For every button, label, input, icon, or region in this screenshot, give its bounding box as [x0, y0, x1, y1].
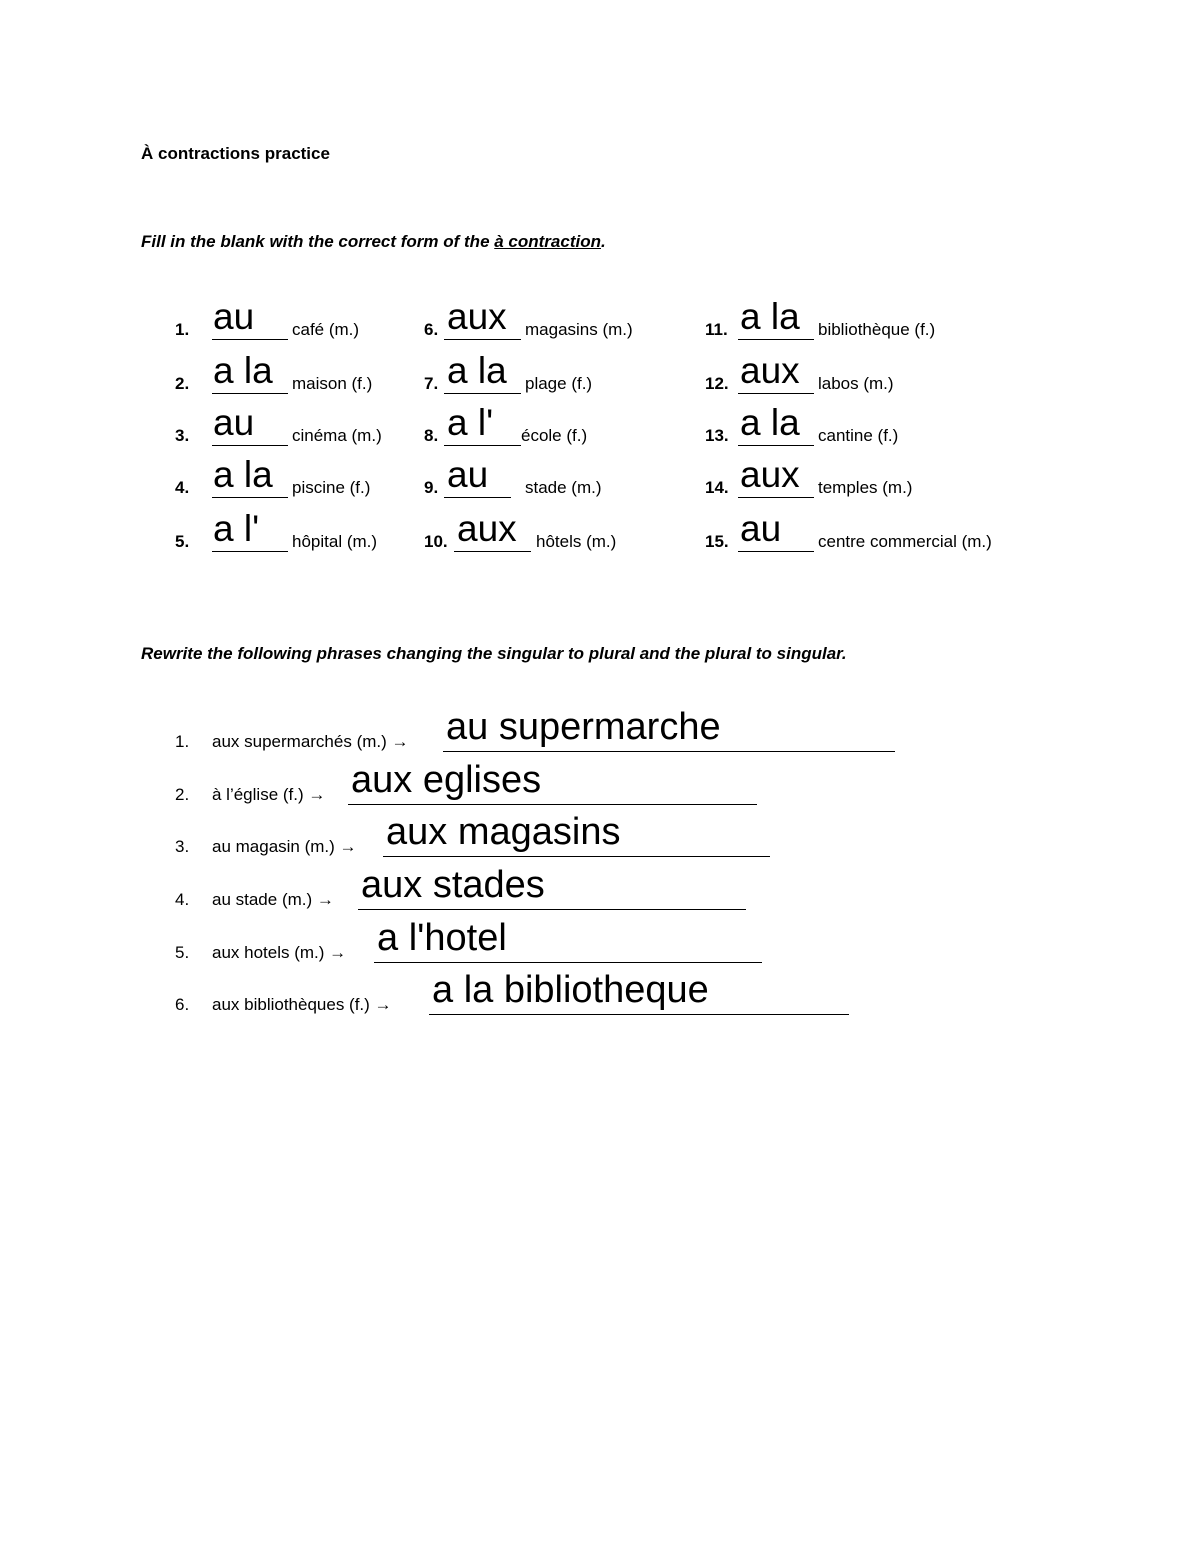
- rewrite-blank[interactable]: [429, 1012, 849, 1015]
- handwritten-answer: a la: [740, 296, 800, 337]
- item-number: 10.: [424, 532, 448, 551]
- item-label: labos (m.): [818, 374, 894, 393]
- part1-instruction: [141, 232, 606, 252]
- handwritten-answer: a la: [213, 454, 273, 495]
- item-label: piscine (f.): [292, 478, 371, 497]
- item-label: café (m.): [292, 320, 360, 339]
- rewrite-blank[interactable]: [348, 802, 757, 805]
- handwritten-answer: a la: [213, 350, 273, 391]
- rewrite-phrase: à l’église (f.) →: [212, 785, 326, 804]
- rewrite-phrase: au magasin (m.) →: [212, 837, 357, 856]
- answer-blank[interactable]: [738, 337, 814, 340]
- handwritten-rewrite-answer: a la bibliotheque: [432, 969, 709, 1011]
- rewrite-phrase: au stade (m.) →: [212, 890, 334, 909]
- rewrite-blank[interactable]: [383, 854, 770, 857]
- answer-blank[interactable]: [738, 391, 814, 394]
- item-number: 2.: [175, 374, 190, 393]
- handwritten-answer: a l': [213, 508, 260, 549]
- instruction-period: .: [601, 232, 606, 251]
- answer-blank[interactable]: [738, 443, 814, 446]
- handwritten-answer: au: [447, 454, 489, 495]
- answer-blank[interactable]: [212, 443, 288, 446]
- rewrite-phrase: aux bibliothèques (f.) →: [212, 995, 392, 1014]
- answer-blank[interactable]: [444, 495, 511, 498]
- item-number: 11.: [705, 320, 728, 339]
- item-label: cantine (f.): [818, 426, 899, 445]
- item-label: hôtels (m.): [536, 532, 617, 551]
- handwritten-answer: aux: [740, 350, 800, 391]
- item-number: 8.: [424, 426, 439, 445]
- handwritten-rewrite-answer: aux stades: [361, 864, 545, 906]
- rewrite-number: 4.: [175, 890, 190, 909]
- rewrite-blank[interactable]: [374, 960, 762, 963]
- item-number: 6.: [424, 320, 439, 339]
- handwritten-rewrite-answer: aux eglises: [351, 759, 542, 801]
- handwritten-answer: a la: [740, 402, 800, 443]
- answer-blank[interactable]: [212, 495, 288, 498]
- handwritten-rewrite-answer: au supermarche: [446, 706, 721, 748]
- part2-instruction: Rewrite the following phrases changing the singular to plural and the plural to singular.: [141, 644, 847, 663]
- handwritten-answer: aux: [457, 508, 517, 549]
- answer-blank[interactable]: [454, 549, 531, 552]
- handwritten-answer: aux: [447, 296, 507, 337]
- answer-blank[interactable]: [444, 337, 521, 340]
- rewrite-number: 2.: [175, 785, 190, 804]
- answer-blank[interactable]: [444, 443, 521, 446]
- handwritten-answer: au: [740, 508, 782, 549]
- item-label: temples (m.): [818, 478, 913, 497]
- item-number: 12.: [705, 374, 729, 393]
- rewrite-phrase: aux hotels (m.) →: [212, 943, 347, 962]
- item-number: 4.: [175, 478, 190, 497]
- answer-blank[interactable]: [738, 495, 814, 498]
- rewrite-number: 6.: [175, 995, 190, 1014]
- item-label: stade (m.): [525, 478, 602, 497]
- item-number: 1.: [175, 320, 190, 339]
- item-number: 15.: [705, 532, 729, 551]
- rewrite-blank[interactable]: [358, 907, 746, 910]
- item-number: 3.: [175, 426, 190, 445]
- page-title: À contractions practice: [141, 144, 330, 163]
- item-label: maison (f.): [292, 374, 373, 393]
- item-label: cinéma (m.): [292, 426, 382, 445]
- rewrite-phrase: aux supermarchés (m.) →: [212, 732, 409, 751]
- item-number: 14.: [705, 478, 729, 497]
- item-label: centre commercial (m.): [818, 532, 992, 551]
- item-label: plage (f.): [525, 374, 593, 393]
- rewrite-number: 1.: [175, 732, 190, 751]
- handwritten-answer: au: [213, 402, 255, 443]
- handwritten-rewrite-answer: aux magasins: [386, 811, 621, 853]
- item-label: bibliothèque (f.): [818, 320, 936, 339]
- instruction-text: Fill in the blank with the correct form of the: [141, 232, 495, 251]
- rewrite-number: 3.: [175, 837, 190, 856]
- rewrite-blank[interactable]: [443, 749, 895, 752]
- answer-blank[interactable]: [212, 549, 288, 552]
- handwritten-answer: a l': [447, 402, 494, 443]
- item-label: école (f.): [521, 426, 588, 445]
- handwritten-rewrite-answer: a l'hotel: [377, 917, 507, 959]
- handwritten-answer: a la: [447, 350, 507, 391]
- handwritten-answer: au: [213, 296, 255, 337]
- answer-blank[interactable]: [444, 391, 521, 394]
- item-number: 7.: [424, 374, 439, 393]
- answer-blank[interactable]: [738, 549, 814, 552]
- item-number: 13.: [705, 426, 729, 445]
- item-label: magasins (m.): [525, 320, 633, 339]
- answer-blank[interactable]: [212, 391, 288, 394]
- answer-blank[interactable]: [212, 337, 288, 340]
- handwritten-answer: aux: [740, 454, 800, 495]
- rewrite-number: 5.: [175, 943, 190, 962]
- item-label: hôpital (m.): [292, 532, 378, 551]
- item-number: 5.: [175, 532, 190, 551]
- item-number: 9.: [424, 478, 439, 497]
- instruction-underlined: à contraction: [494, 232, 601, 251]
